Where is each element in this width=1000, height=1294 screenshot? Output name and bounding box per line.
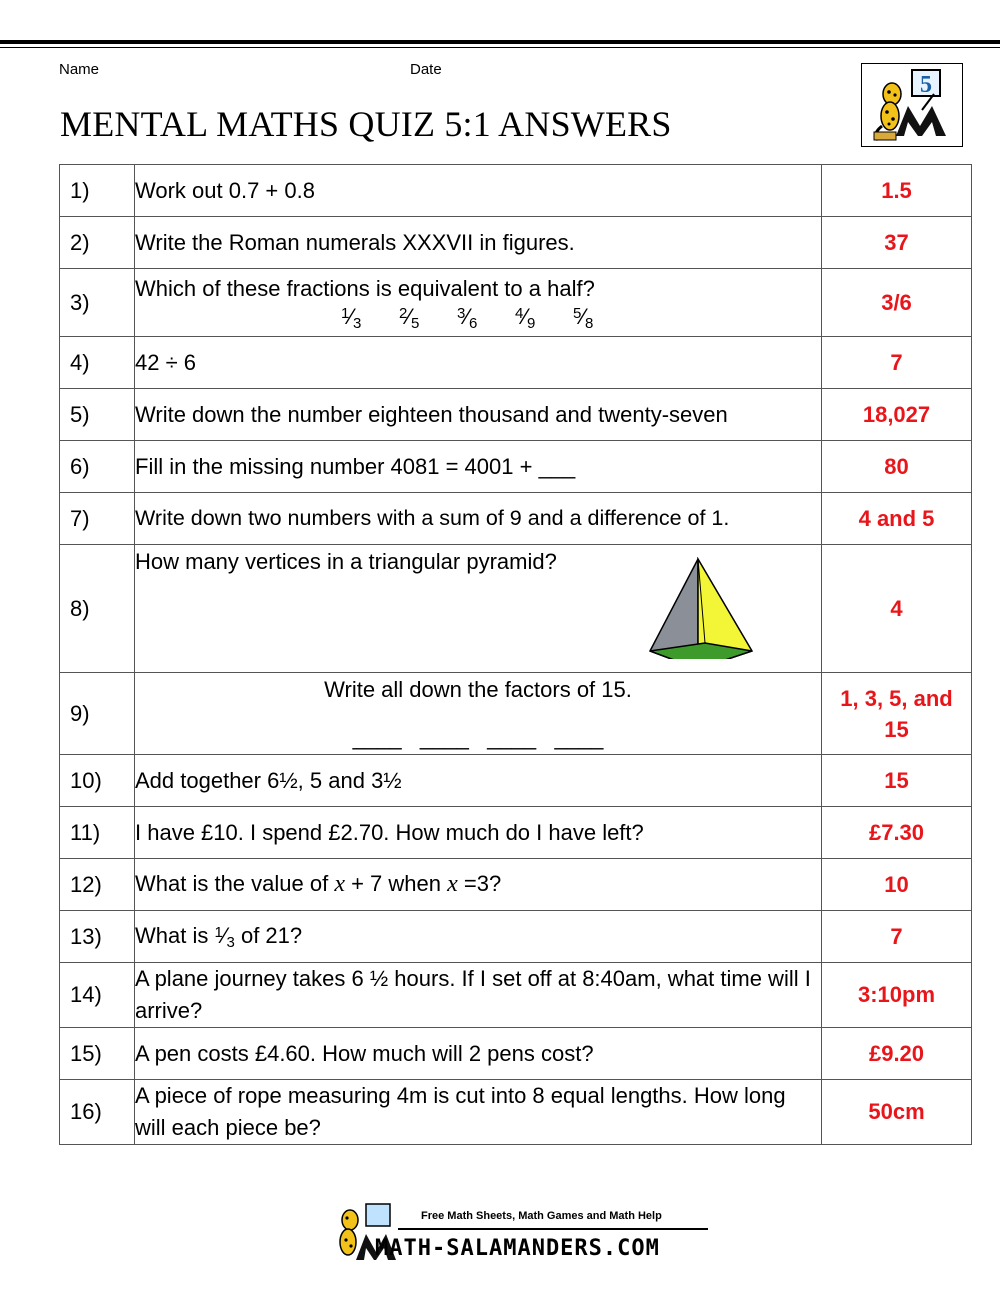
question-text: =3? [457,871,502,896]
name-label: Name [59,61,100,78]
question-number: 14) [60,963,135,1028]
footer-brand[interactable]: MATH-SALAMANDERS.COM [375,1236,660,1261]
question-number: 10) [60,755,135,807]
question-number: 7) [60,493,135,545]
question-text: + 7 when [344,871,448,896]
answer: 3/6 [822,269,972,337]
question-number: 8) [60,545,135,673]
table-row [60,545,972,673]
answer: 37 [822,217,972,269]
question-cell [135,911,822,963]
answer: 4 and 5 [822,493,972,545]
question-text: Write down the number eighteen thousand and twenty-seven [135,389,822,441]
question-number: 4) [60,337,135,389]
variable-x: x [447,871,458,897]
question-text: A plane journey takes 6 ½ hours. If I set off at 8:40am, what time will I arrive? [135,963,822,1028]
table-row [60,269,972,337]
question-text: Work out 0.7 + 0.8 [135,165,822,217]
salamander-logo [861,63,963,147]
footer-tagline: Free Math Sheets, Math Games and Math Help [421,1210,662,1222]
question-number: 15) [60,1028,135,1080]
question-text: Fill in the missing number 4081 = 4001 + ___ [135,441,822,493]
answer: 1, 3, 5, and 15 [822,673,972,755]
date-label: Date [410,61,442,78]
question-cell [135,859,822,911]
question-number: 16) [60,1080,135,1145]
table-row [60,807,972,859]
answer: 80 [822,441,972,493]
page-title: MENTAL MATHS QUIZ 5:1 ANSWERS [60,104,672,144]
top-rule-thin [0,47,1000,48]
fraction-option: $^2⁄_5$ [399,303,420,332]
table-row [60,1080,972,1145]
table-row [60,217,972,269]
question-text: Write all down the factors of 15. [324,677,632,702]
fraction-option: $^5⁄_8$ [573,303,594,332]
question-number: 9) [60,673,135,755]
quiz-table [59,164,972,1145]
answer: 18,027 [822,389,972,441]
question-cell [135,545,822,673]
answer-blanks: ____ ____ ____ ____ [352,725,604,750]
top-rule-thick [0,40,1000,44]
table-row [60,441,972,493]
table-row [60,493,972,545]
table-row [60,389,972,441]
question-number: 5) [60,389,135,441]
question-number: 13) [60,911,135,963]
question-text: Write the Roman numerals XXXVII in figures. [135,217,822,269]
table-row [60,859,972,911]
question-cell [135,269,822,337]
table-row [60,673,972,755]
question-text: of 21? [234,922,303,948]
question-number: 6) [60,441,135,493]
table-row [60,337,972,389]
answer: 7 [822,911,972,963]
table-row [60,1028,972,1080]
answer: £9.20 [822,1028,972,1080]
question-number: 1) [60,165,135,217]
question-number: 12) [60,859,135,911]
answer: 7 [822,337,972,389]
footer-rule [398,1228,708,1230]
table-row [60,755,972,807]
fraction: $^1⁄_3$ [214,922,235,951]
question-text: 42 ÷ 6 [135,337,822,389]
question-text: Write down two numbers with a sum of 9 and a difference of 1. [135,493,822,545]
answer: 15 [822,755,972,807]
answer: £7.30 [822,807,972,859]
variable-x: x [334,871,345,897]
question-text: Which of these fractions is equivalent to a half? [135,275,595,301]
question-number: 3) [60,269,135,337]
table-row [60,963,972,1028]
answer: 4 [822,545,972,673]
fraction-options [341,304,821,332]
answer: 1.5 [822,165,972,217]
question-number: 2) [60,217,135,269]
logo-badge-number: 5 [920,72,932,98]
triangular-pyramid-figure [645,557,757,659]
answer: 10 [822,859,972,911]
question-text: I have £10. I spend £2.70. How much do I have left? [135,807,822,859]
answer: 50cm [822,1080,972,1145]
question-text: A pen costs £4.60. How much will 2 pens cost? [135,1028,822,1080]
fraction-option: $^4⁄_9$ [515,303,536,332]
table-row [60,911,972,963]
question-cell [135,673,822,755]
answer: 3:10pm [822,963,972,1028]
question-text: What is the value of [135,871,335,896]
table-row [60,165,972,217]
question-number: 11) [60,807,135,859]
fraction-option: $^3⁄_6$ [457,303,478,332]
question-text: How many vertices in a triangular pyramid? [135,549,557,574]
fraction-option: $^1⁄_3$ [341,303,362,332]
question-text: A piece of rope measuring 4m is cut into 8 equal lengths. How long will each piece be? [135,1080,822,1145]
question-text: Add together 6½, 5 and 3½ [135,755,822,807]
question-text: What is [135,922,215,948]
